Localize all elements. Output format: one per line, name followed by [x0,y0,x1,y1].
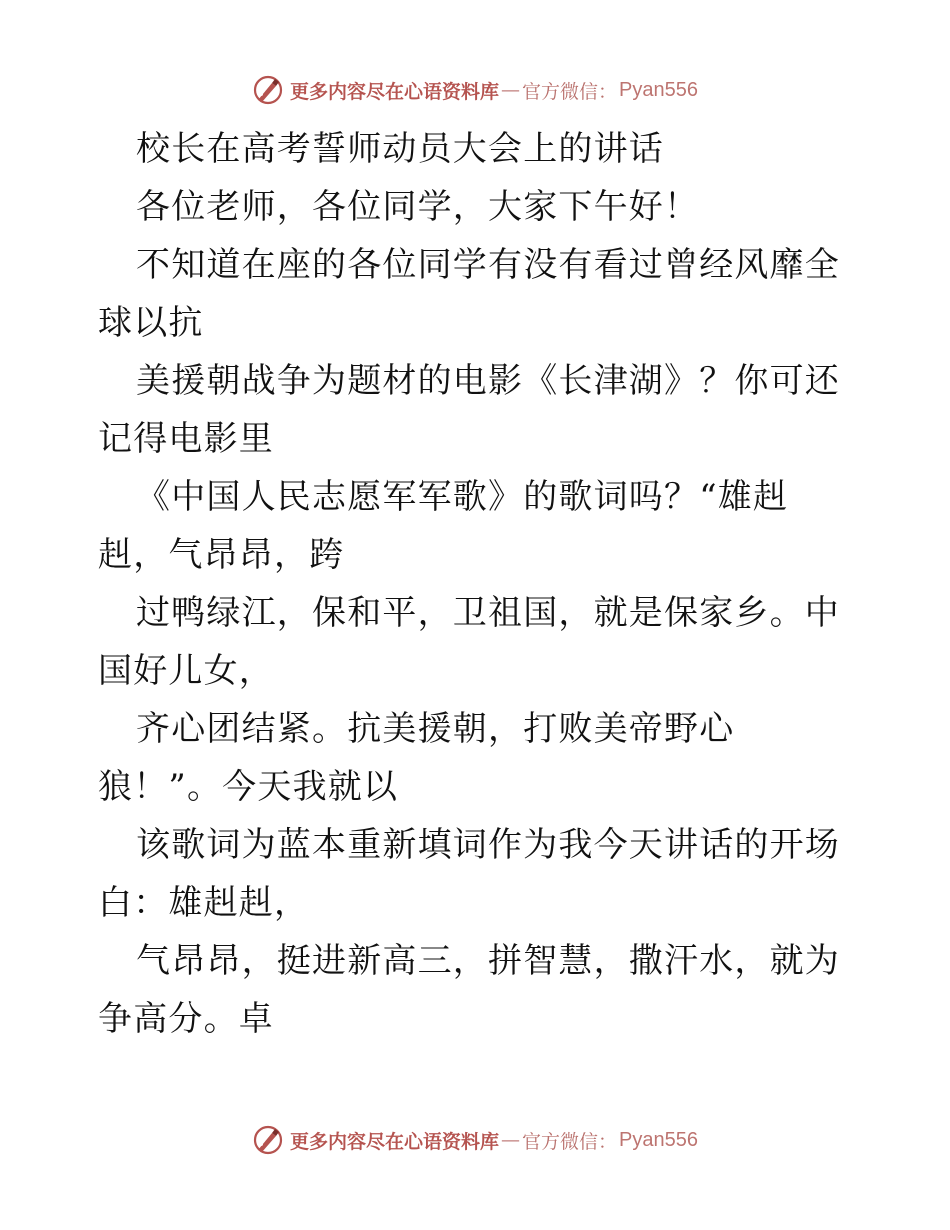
wechat-label: 官方微信： [522,1130,618,1153]
paragraph: 《中国人民志愿军军歌》的歌词吗？“雄赳赳，气昂昂，跨 [98,477,789,575]
wechat-id: Pyan556 [619,78,698,101]
paragraph: 齐心团结紧。抗美援朝，打败美帝野心狼！”。今天我就以 [98,709,735,807]
document-title: 校长在高考誓师动员大会上的讲话 [136,129,664,169]
paragraph: 过鸭绿江，保和平，卫祖国，就是保家乡。中国好儿女， [98,593,840,691]
banner-dash: — [501,1129,521,1151]
paragraph: 该歌词为蓝本重新填词作为我今天讲话的开场白：雄赳赳， [98,825,840,923]
paragraph: 各位老师，各位同学，大家下午好！ [136,187,700,227]
footer-banner [0,1120,950,1160]
wechat-id: Pyan556 [619,1128,698,1151]
pen-circle-logo-icon [252,74,284,106]
header-banner [0,70,950,110]
paragraph: 气昂昂，挺进新高三，拼智慧，撒汗水，就为争高分。卓 [98,941,840,1039]
pen-circle-logo-icon [252,1124,284,1156]
brand-text: 更多内容尽在心语资料库 [290,1130,500,1153]
banner-dash: — [501,79,521,101]
wechat-label: 官方微信： [522,80,618,103]
document-body [98,120,858,1048]
paragraph: 美援朝战争为题材的电影《长津湖》？你可还记得电影里 [98,361,840,459]
paragraph: 不知道在座的各位同学有没有看过曾经风靡全球以抗 [98,245,840,343]
brand-text: 更多内容尽在心语资料库 [290,80,500,103]
